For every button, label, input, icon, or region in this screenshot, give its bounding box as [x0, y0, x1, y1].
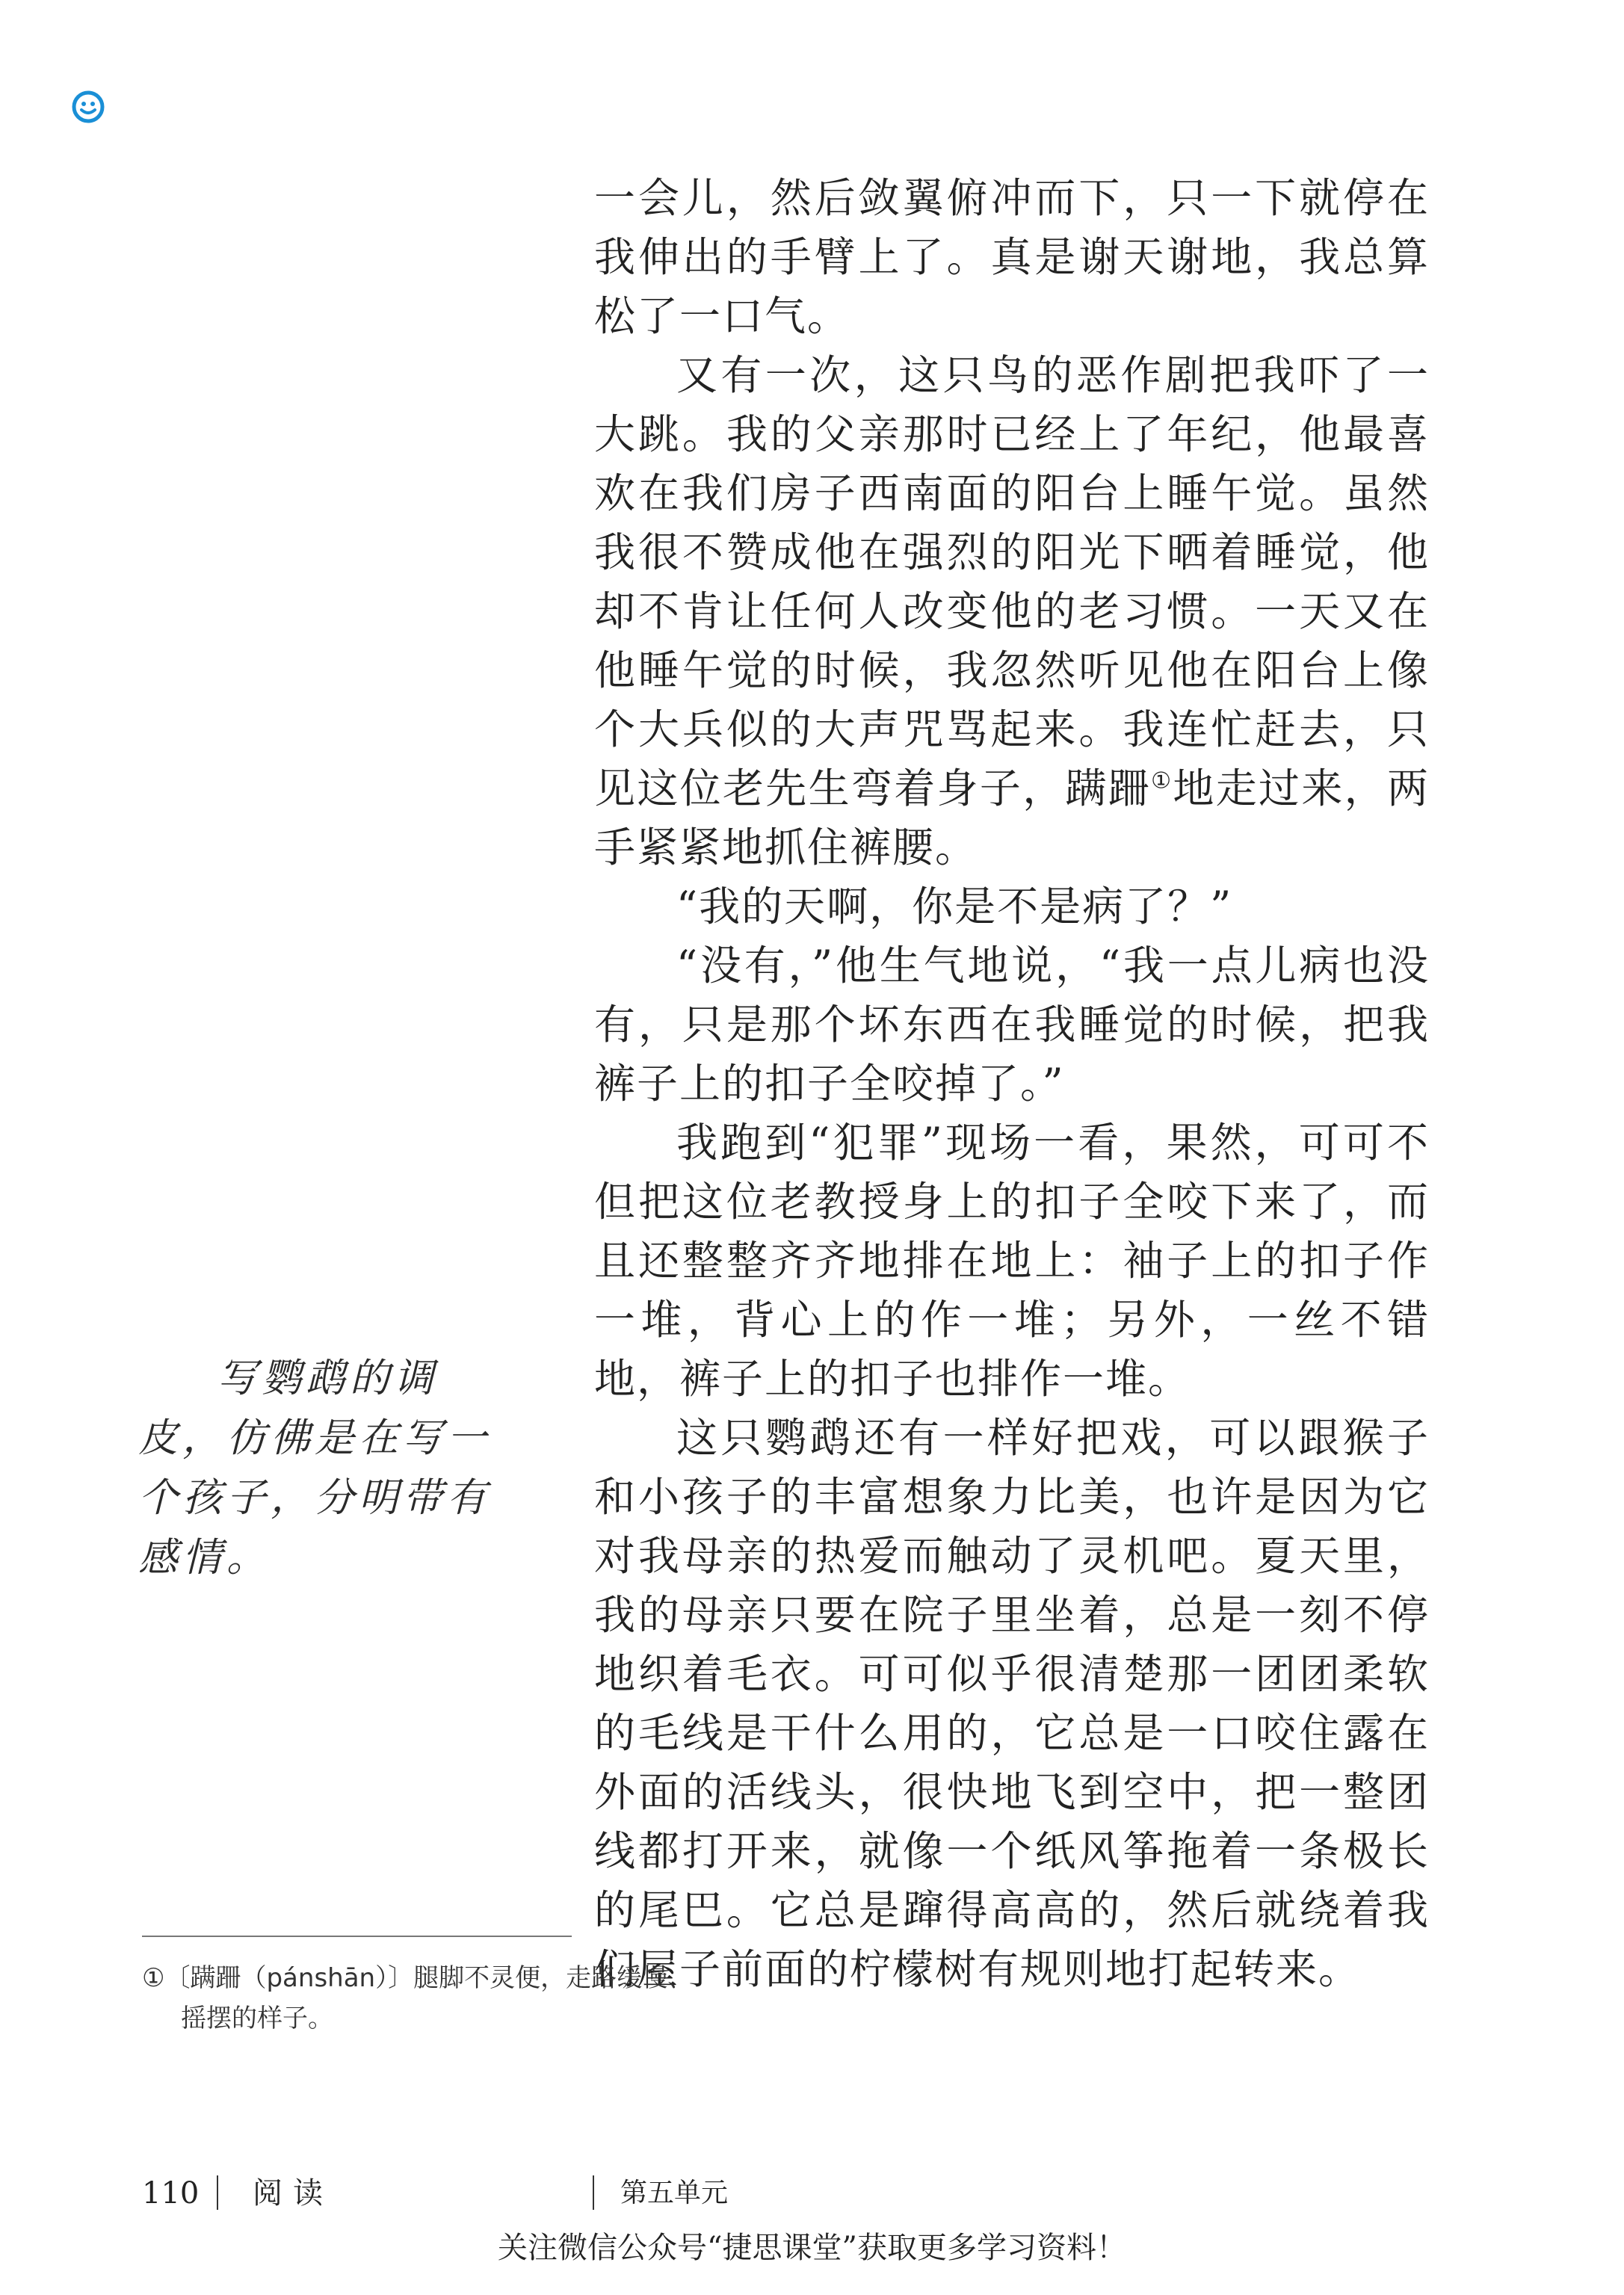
smiley-face-icon	[71, 90, 105, 124]
side-annotation-text: 写鹦鹉的调皮，仿佛是在写一个孩子，分明带有感情。	[138, 1356, 491, 1581]
footnote-line-2: 摇摆的样子。	[181, 2004, 333, 2033]
footnote-marker[interactable]: ①	[1151, 767, 1173, 794]
paragraph-5: 我跑到“犯罪”现场一看，果然，可可不但把这位老教授身上的扣子全咬下来了，而且还整整齐齐地排在地上：袖子上的扣子作一堆，背心上的作一堆；另外，一丝不错地，裤子上的扣子也排作一堆。	[594, 1119, 1430, 1403]
unit-label: 第五单元	[620, 2178, 729, 2208]
footnote	[142, 1958, 815, 2039]
paragraph-2-end: 地走过来，两手紧紧地抓住裤腰。	[594, 765, 1430, 871]
paragraph-2	[594, 346, 1430, 877]
main-text	[594, 169, 1430, 1999]
footer-separator	[593, 2175, 594, 2210]
promo-text: 关注微信公众号“捷思课堂”获取更多学习资料！	[498, 2231, 1126, 2265]
section-label: 阅读	[253, 2176, 333, 2211]
paragraph-6: 这只鹦鹉还有一样好把戏，可以跟猴子和小孩子的丰富想象力比美，也许是因为它对我母亲的热爱而触动了灵机吧。夏天里，我的母亲只要在院子里坐着，总是一刻不停地织着毛衣。可可似乎很清楚那一团团柔软的毛线是干什么用的，它总是一口咬住露在外面的活线头，很快地飞到空中，把一整团线都打开来，就像一个纸风筝拖着一条极长的尾巴。它总是蹿得高高的，然后就绕着我们屋子前面的柠檬树有规则地打起转来。	[594, 1414, 1430, 1993]
footnote-line-1: ①〔蹒跚（pánshān）〕腿脚不灵便，走路缓慢、	[142, 1963, 694, 1993]
side-annotation	[138, 1349, 504, 1588]
paragraph-2-text: 又有一次，这只鸟的恶作剧把我吓了一大跳。我的父亲那时已经上了年纪，他最喜欢在我们房子西南面的阳台上睡午觉。虽然我很不赞成他在强烈的阳光下晒着睡觉，他却不肯让任何人改变他的老习惯。一天又在他睡午觉的时候，我忽然听见他在阳台上像个大兵似的大声咒骂起来。我连忙赶去，只见这位老先生弯着身子，蹒跚	[594, 351, 1430, 812]
page-footer	[142, 2171, 815, 2216]
footnote-divider	[142, 1936, 572, 1937]
footer-separator	[217, 2175, 218, 2210]
paragraph-3: “我的天啊，你是不是病了？”	[676, 883, 1233, 930]
paragraph-4: “没有，”他生气地说，“我一点儿病也没有，只是那个坏东西在我睡觉的时候，把我裤子上的扣子全咬掉了。”	[594, 942, 1430, 1108]
page-number: 110	[142, 2176, 200, 2211]
paragraph-1: 一会儿，然后敛翼俯冲而下，只一下就停在我伸出的手臂上了。真是谢天谢地，我总算松了一口气。	[594, 174, 1430, 340]
